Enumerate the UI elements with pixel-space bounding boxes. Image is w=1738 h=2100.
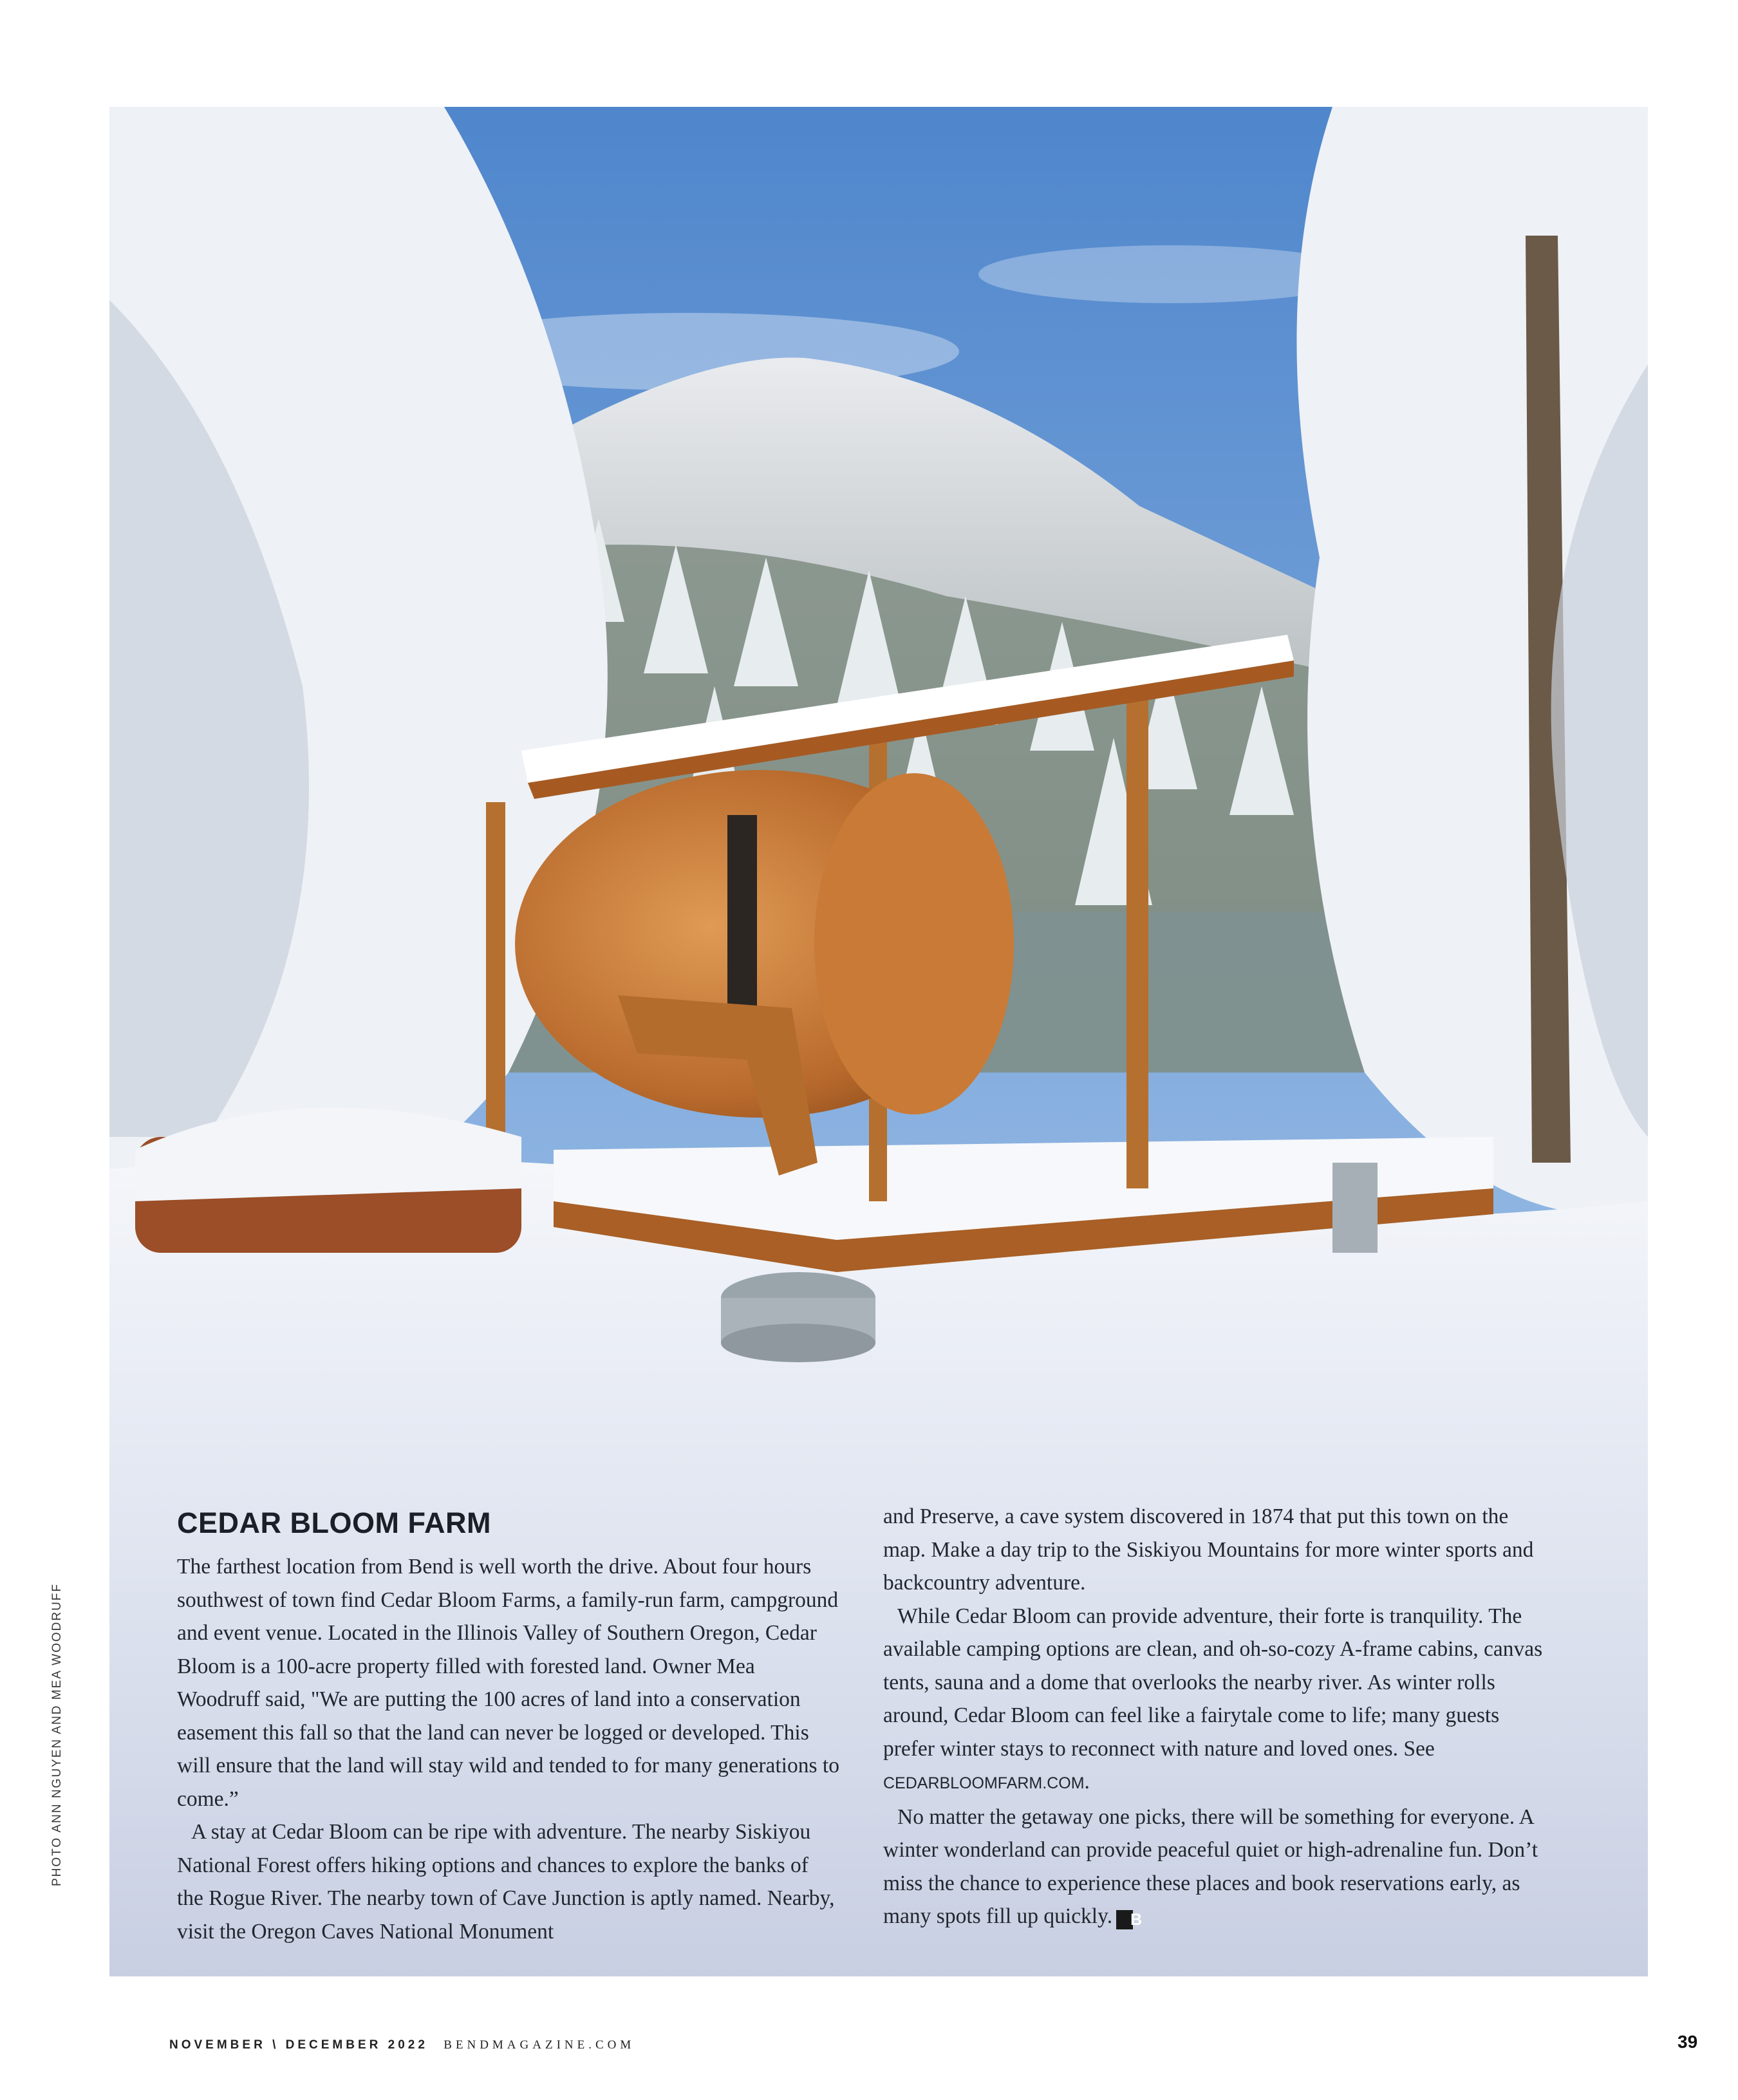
magazine-website: BENDMAGAZINE.COM (444, 2038, 635, 2052)
article-column-right (883, 1500, 1546, 1933)
website-link[interactable]: CEDARBLOOMFARM.COM (883, 1774, 1085, 1792)
article-column-left (177, 1500, 840, 1948)
article-paragraph (883, 1600, 1546, 1801)
article-paragraph-end: . (1084, 1770, 1090, 1794)
article-paragraph-text: No matter the getaway one picks, there will be something for everyone. A winter wonderland can provide peaceful quiet or high-adrenaline fun. Don’t miss the chance to experience these places and book reservations early, as many spots fill up quickly. (883, 1805, 1538, 1928)
photo-credit: PHOTO ANN NGUYEN AND MEA WOODRUFF (50, 1582, 64, 1886)
page-number: 39 (1677, 2032, 1698, 2052)
issue-date: NOVEMBER \ DECEMBER 2022 (169, 2038, 428, 2052)
article-paragraph: The farthest location from Bend is well worth the drive. About four hours southwest of town find Cedar Bloom Farms, a family-run farm, campground and event venue. Located in the Illinois Valley of Southern Oregon, Cedar Bloom is a 100-acre property filled with forested land. Owner Mea Woodruff said, "We are putting the 100 acres of land into a conservation easement this fall so that the land can never be logged or developed. This will ensure that the land will stay wild and tended to for many generations to come.” (177, 1555, 839, 1811)
page-footer (169, 2038, 635, 2052)
article-paragraph-text: While Cedar Bloom can provide adventure, their forte is tranquility. The available camping options are clean, and oh-so-cozy A-frame cabins, canvas tents, sauna and a dome that overlooks the nearby river. As winter rolls around, Cedar Bloom can feel like a fairytale come to life; many guests prefer winter stays to reconnect with nature and loved ones. See (883, 1604, 1543, 1761)
article-paragraph (883, 1801, 1546, 1933)
article-paragraph: and Preserve, a cave system discovered in 1874 that put this town on the map. Make a day trip to the Siskiyou Mountains for more winter sports and backcountry adventure. (883, 1505, 1534, 1595)
article-heading: CEDAR BLOOM FARM (177, 1506, 491, 1539)
end-mark-icon: B (1116, 1910, 1133, 1929)
article-paragraph: A stay at Cedar Bloom can be ripe with adventure. The nearby Siskiyou National Forest offers hiking options and chances to explore the banks of the Rogue River. The nearby town of Cave Junction is aptly named. Nearby, visit the Oregon Caves National Monument (177, 1820, 835, 1944)
